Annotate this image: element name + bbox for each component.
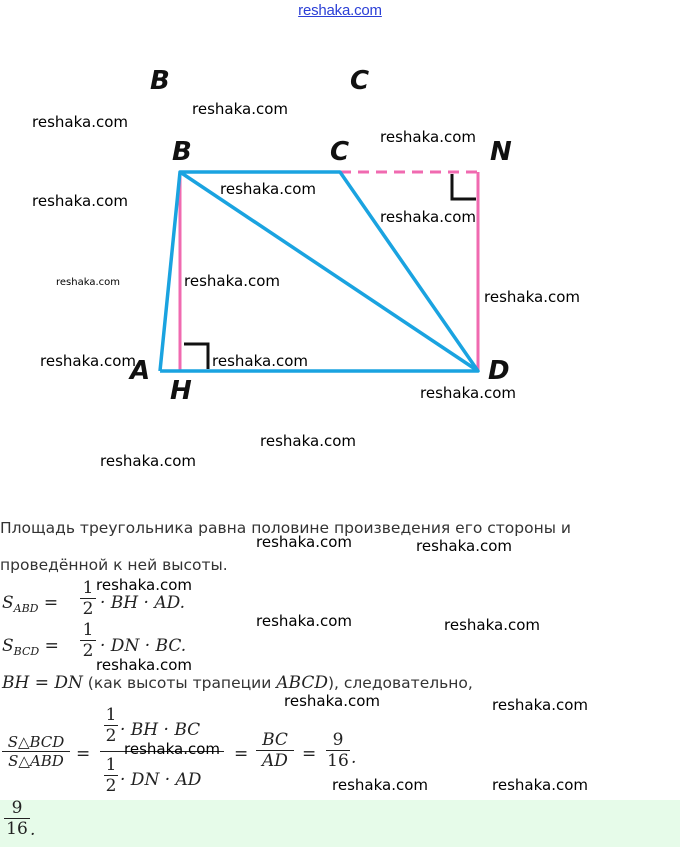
watermark: reshaka.com — [32, 192, 128, 210]
watermark: reshaka.com — [284, 692, 380, 710]
vertex-label-b: B — [172, 137, 192, 167]
watermark: reshaka.com — [332, 776, 428, 794]
fraction-result: $\frac{9}{16}$ — [327, 730, 349, 771]
watermark: reshaka.com — [184, 272, 280, 290]
answer-box — [0, 800, 680, 847]
ratio-period: . — [351, 748, 357, 768]
watermark: reshaka.com — [192, 100, 288, 118]
watermark: reshaka.com — [212, 352, 308, 370]
equals-sign: = — [234, 744, 249, 764]
equation-area-abd-rest: · BH · AD. — [100, 593, 186, 613]
site-link[interactable]: reshaka.com — [298, 2, 382, 19]
watermark: reshaka.com — [256, 612, 352, 630]
equation-area-abd: $S_{ABD}$ = — [2, 593, 59, 615]
watermark: reshaka.com — [256, 533, 352, 551]
ratio-lhs: S△BCD S△ABD — [2, 733, 70, 770]
watermark: reshaka.com — [420, 384, 516, 402]
watermark: reshaka.com — [444, 616, 540, 634]
ratio-numerator-rest: · BH · BC — [120, 720, 201, 740]
watermark: reshaka.com — [96, 576, 192, 594]
equation-area-bcd: $S_{BCD}$ = — [2, 636, 59, 658]
vertex-label-c: C — [330, 137, 350, 167]
fraction-one-half: $\frac{1}{2}$ — [105, 755, 117, 796]
top-label-c: C — [350, 66, 370, 96]
watermark: reshaka.com — [492, 696, 588, 714]
vertex-label-a: A — [130, 356, 151, 386]
equals-sign: = — [302, 744, 317, 764]
vertex-label-d: D — [488, 356, 510, 386]
watermark: reshaka.com — [32, 113, 128, 131]
right-angle-n — [452, 174, 476, 199]
answer-fraction: $\frac{9}{16}$ — [4, 798, 30, 839]
watermark: reshaka.com — [484, 288, 580, 306]
watermark: reshaka.com — [56, 277, 120, 288]
equals-sign: = — [76, 744, 91, 764]
fraction-one-half: $\frac{1}{2}$ — [105, 705, 117, 746]
watermark: reshaka.com — [492, 776, 588, 794]
watermark: reshaka.com — [220, 180, 316, 198]
vertex-label-h: H — [170, 376, 192, 406]
vertex-label-n: N — [490, 137, 512, 167]
watermark: reshaka.com — [96, 656, 192, 674]
equation-area-bcd-rest: · DN · BC. — [100, 636, 187, 656]
watermark: reshaka.com — [416, 537, 512, 555]
solution-text-line-2: проведённой к ней высоты. — [0, 556, 228, 574]
top-label-b: B — [150, 66, 170, 96]
right-angle-h — [184, 344, 208, 369]
watermark: reshaka.com — [380, 208, 476, 226]
fraction-one-half: $\frac{1}{2}$ — [80, 620, 96, 661]
ratio-denominator-rest: · DN · AD — [120, 770, 202, 790]
watermark: reshaka.com — [40, 352, 136, 370]
watermark: reshaka.com — [260, 432, 356, 450]
fraction-one-half: $\frac{1}{2}$ — [80, 578, 96, 619]
watermark: reshaka.com — [380, 128, 476, 146]
answer-period: . — [30, 820, 36, 840]
watermark: reshaka.com — [100, 452, 196, 470]
watermark: reshaka.com — [124, 740, 220, 758]
fraction-bc-ad: $\frac{BC}{AD}$ — [256, 730, 294, 771]
solution-text-line-1: Площадь треугольника равна половине произведения его стороны и — [0, 519, 571, 537]
equation-heights-equal: BH = DN (как высоты трапеции ABCD), следовательно, — [2, 673, 473, 693]
